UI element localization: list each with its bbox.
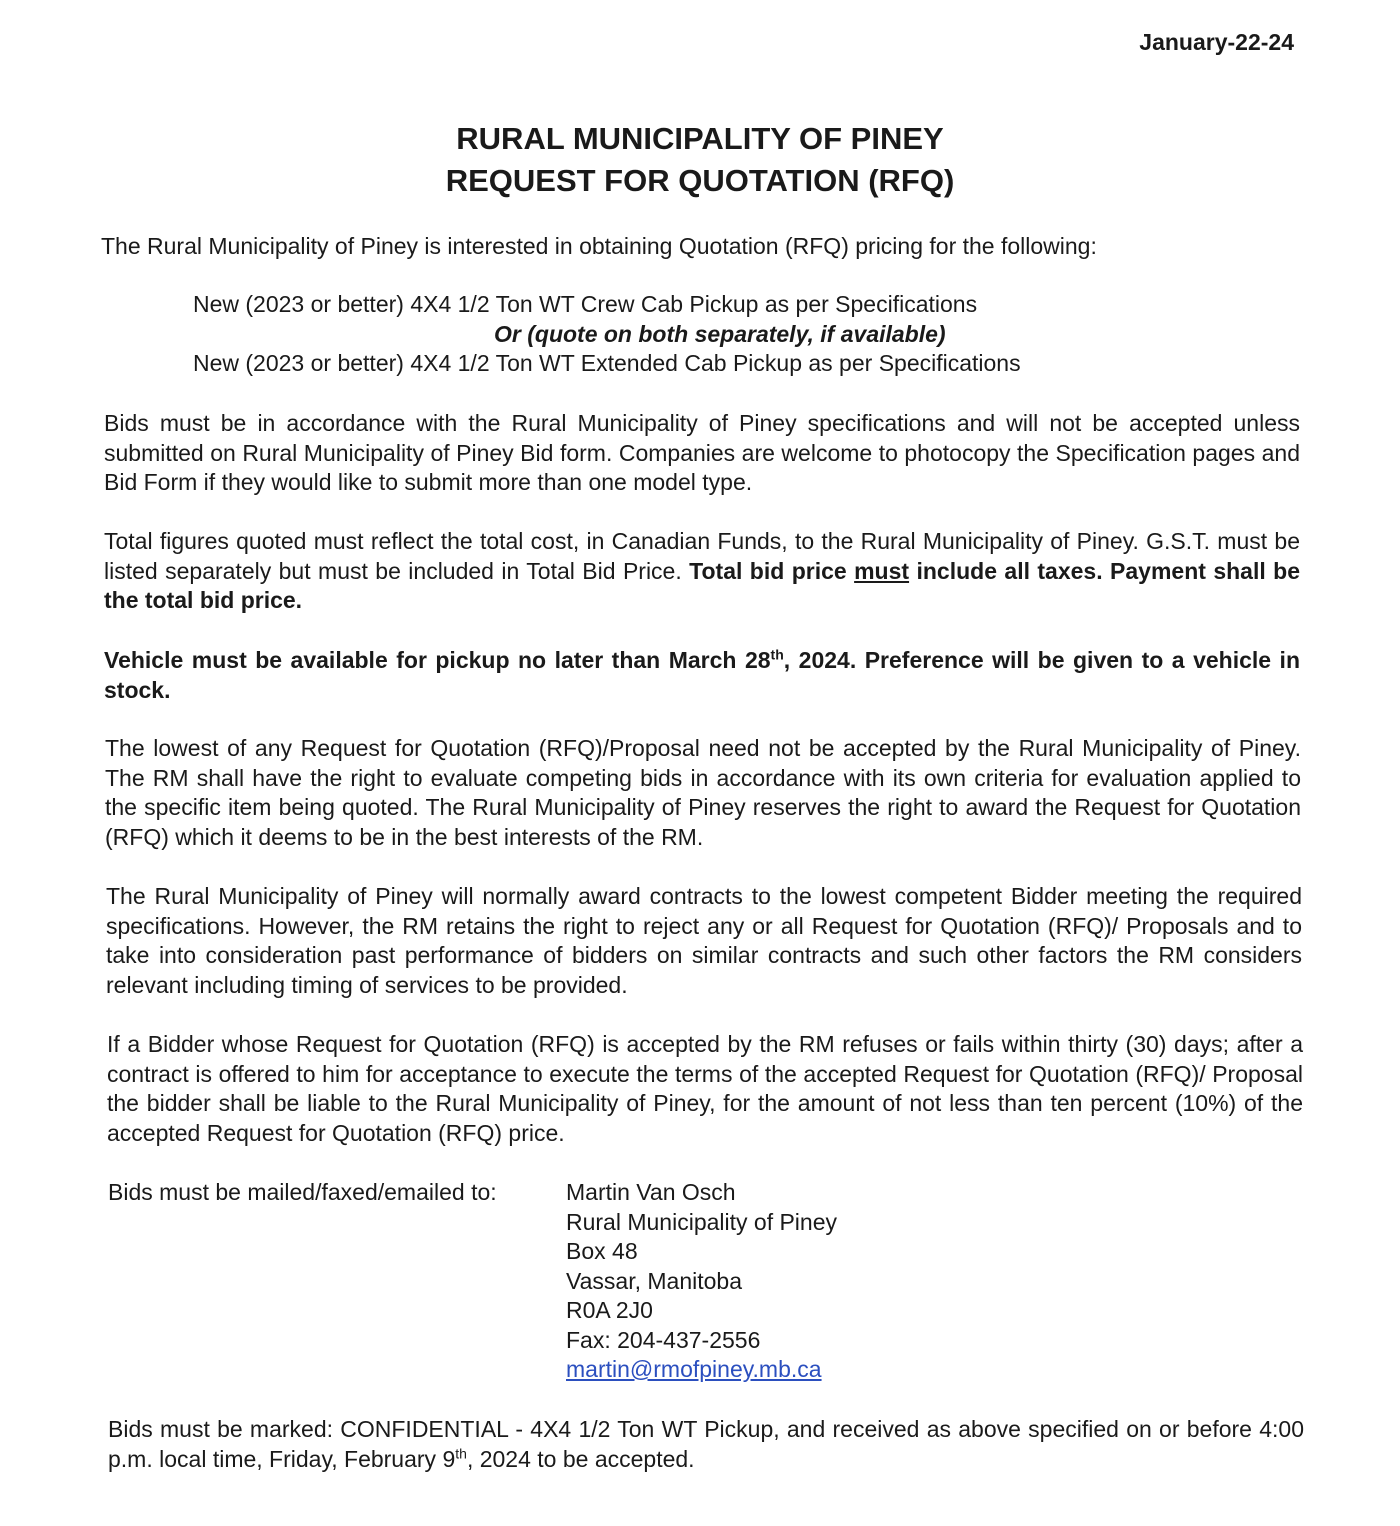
mail-to-label: Bids must be mailed/faxed/emailed to: xyxy=(108,1179,497,1205)
address-box: Box 48 xyxy=(566,1238,638,1264)
bids-marked-paragraph xyxy=(108,1415,1304,1474)
specs-paragraph: Bids must be in accordance with the Rural Municipality of Piney specifications and will not be accepted unless submitted on Rural Municipality of Piney Bid form. Companies are welcome to photocopy the Specification pages and Bid Form if they would like to submit more than one model type. xyxy=(104,410,1300,495)
total-bid-text-a: Total bid price xyxy=(689,557,855,584)
document-title xyxy=(0,118,1400,202)
vehicle-text-b: , 2024. Preference will be given to a vehicle in stock. xyxy=(104,647,1300,703)
vehicle-availability-paragraph xyxy=(104,646,1300,705)
address-org: Rural Municipality of Piney xyxy=(566,1208,838,1235)
bidder-liability-paragraph: If a Bidder whose Request for Quotation (RFQ) is accepted by the RM refuses or fails within thirty (30) days; after a contract is offered to him for acceptance to execute the terms of the accepted Request for Quotation (RFQ)/ Proposal the bidder shall be liable to the Rural Municipality of Piney, for the amount of not less than ten percent (10%) of the accepted Request for Quotation (RFQ) price. xyxy=(107,1031,1303,1146)
address-fax: Fax: 204-437-2556 xyxy=(566,1326,761,1353)
address-name: Martin Van Osch xyxy=(566,1179,736,1205)
total-cost-paragraph xyxy=(104,527,1300,616)
mailing-address xyxy=(566,1178,837,1385)
marked-text-a: Bids must be marked: CONFIDENTIAL - 4X4 1/2 Ton WT Pickup, and received as above specified on or before 4:00 p.m. local time, Friday, February 9 xyxy=(108,1416,1304,1472)
marked-date-suffix: th xyxy=(455,1444,467,1461)
vehicle-date-suffix: th xyxy=(770,646,784,663)
title-line-2: REQUEST FOR QUOTATION (RFQ) xyxy=(445,163,955,198)
vehicle-text-a: Vehicle must be available for pickup no later than March 28 xyxy=(104,647,771,673)
total-cost-text: Total figures quoted must reflect the total cost, in Canadian Funds, to the Rural Municipality of Piney. G.S.T. must be listed separately but must be included in Total Bid Price. xyxy=(104,528,1300,584)
intro-paragraph: The Rural Municipality of Piney is interested in obtaining Quotation (RFQ) pricing for the following: xyxy=(101,233,1097,259)
total-bid-text-b: include all taxes. Payment shall be the total bid price. xyxy=(104,557,1300,613)
requested-items xyxy=(193,290,1193,379)
address-postal: R0A 2J0 xyxy=(566,1297,653,1323)
item-or-note: Or (quote on both separately, if available) xyxy=(494,320,946,347)
item-crew-cab: New (2023 or better) 4X4 1/2 Ton WT Crew Cab Pickup as per Specifications xyxy=(193,291,978,317)
document-date: January-22-24 xyxy=(1139,29,1294,55)
address-city: Vassar, Manitoba xyxy=(566,1267,743,1294)
marked-text-b: , 2024 to be accepted. xyxy=(466,1445,695,1472)
award-paragraph: The Rural Municipality of Piney will normally award contracts to the lowest competent Bidder meeting the required specifications. However, the RM retains the right to reject any or all Request for Quotation (RFQ)/ Proposals and to take into consideration past performance of bidders on similar contracts and such other factors the RM considers relevant including timing of services to be provided. xyxy=(106,883,1302,998)
item-extended-cab: New (2023 or better) 4X4 1/2 Ton WT Extended Cab Pickup as per Specifications xyxy=(193,350,1021,376)
title-line-1: RURAL MUNICIPALITY OF PINEY xyxy=(456,121,944,156)
total-bid-must: must xyxy=(854,557,910,584)
email-link[interactable]: martin@rmofpiney.mb.ca xyxy=(566,1356,822,1382)
lowest-bid-paragraph: The lowest of any Request for Quotation (RFQ)/Proposal need not be accepted by the Rural Municipality of Piney. The RM shall have the right to evaluate competing bids in accordance with its own criteria for evaluation applied to the specific item being quoted. The Rural Municipality of Piney reserves the right to award the Request for Quotation (RFQ) which it deems to be in the best interests of the RM. xyxy=(105,735,1301,850)
